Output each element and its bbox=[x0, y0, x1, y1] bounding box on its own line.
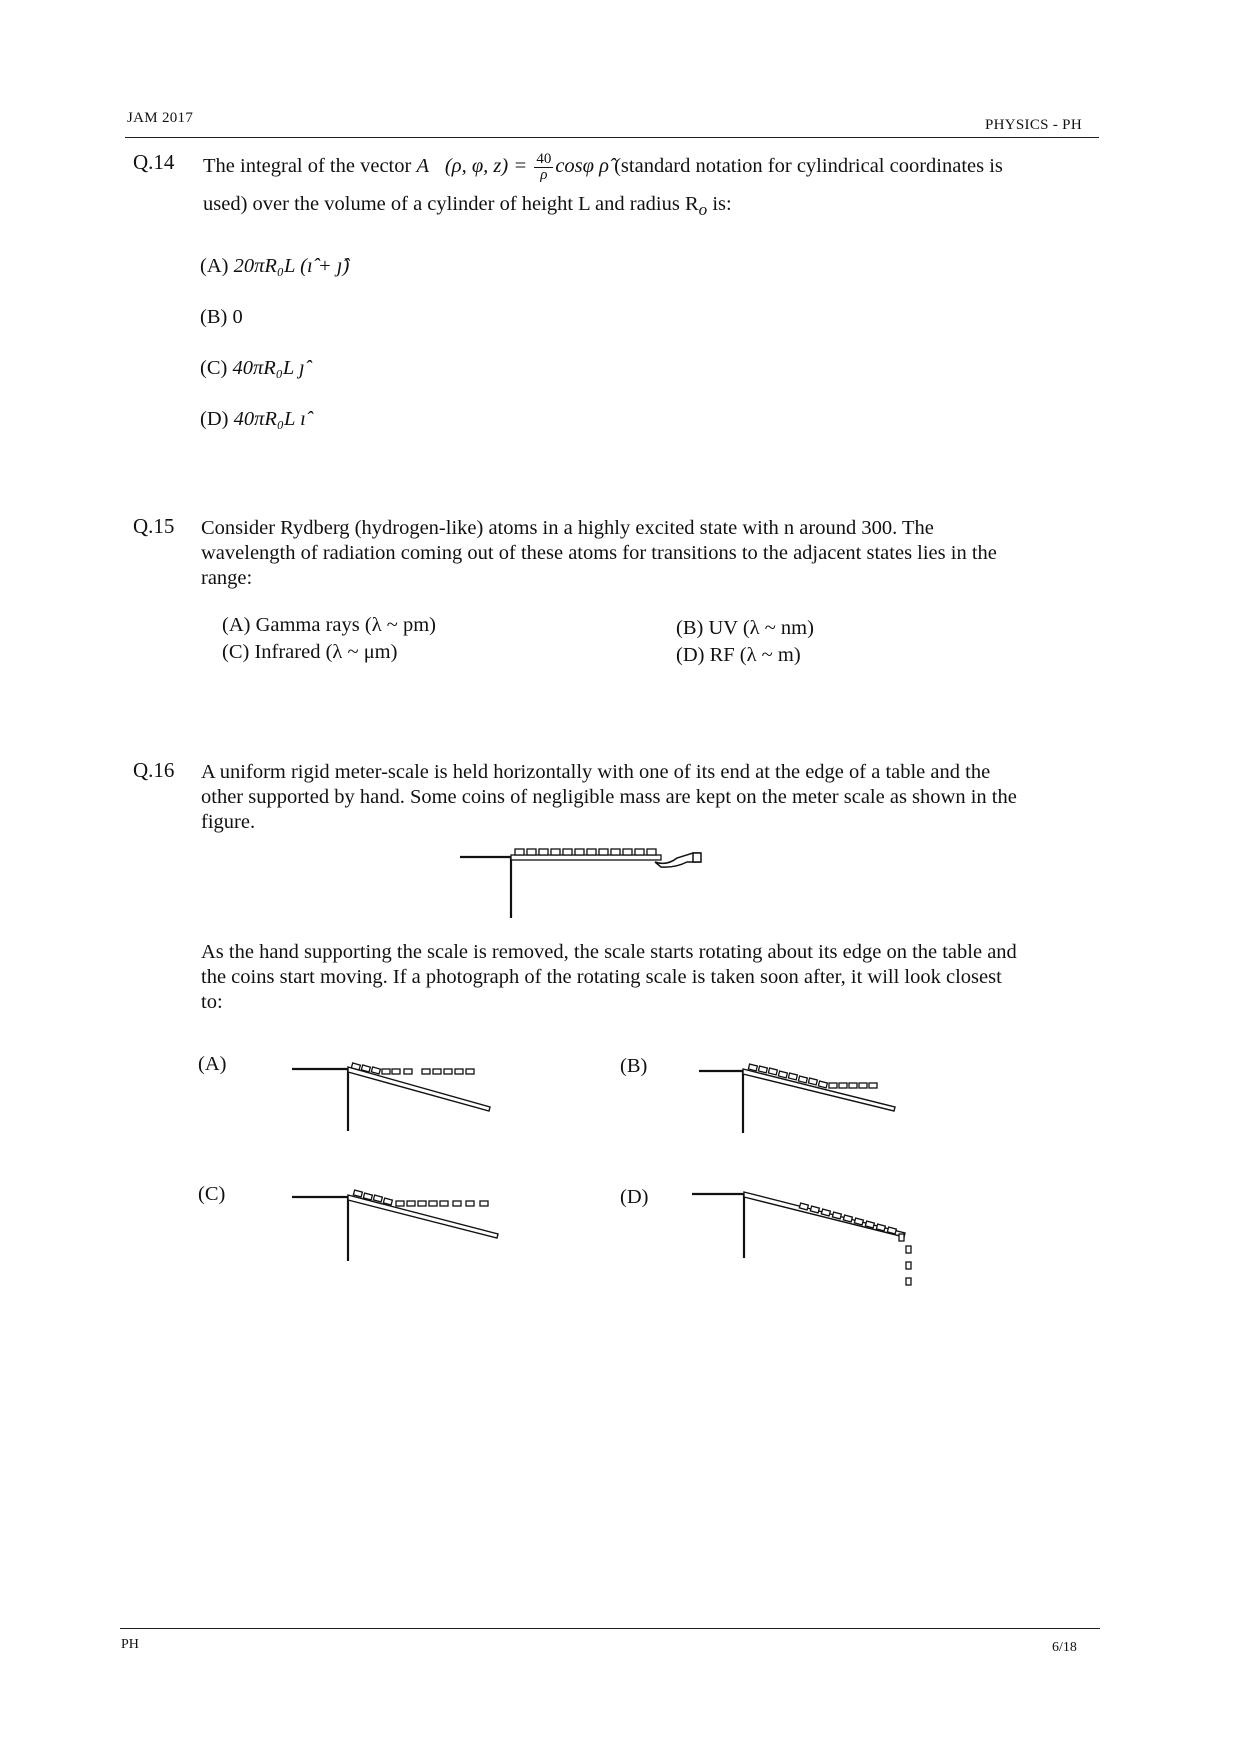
coin bbox=[869, 1083, 877, 1088]
q16-option-b-label[interactable]: (B) bbox=[620, 1055, 648, 1077]
q15-option-a[interactable]: (A) Gamma rays (λ ~ pm) bbox=[222, 614, 437, 636]
coin bbox=[575, 849, 584, 855]
coin bbox=[623, 849, 632, 855]
q16-line2: other supported by hand. Some coins of negligible mass are kept on the meter scale as shown in the bbox=[201, 786, 1017, 808]
q16-setup-figure bbox=[455, 840, 715, 920]
coin bbox=[371, 1067, 380, 1074]
coin bbox=[527, 849, 536, 855]
q16-line3: figure. bbox=[201, 811, 256, 833]
q14-option-d[interactable]: (D) 40πR₀L ı̂ bbox=[200, 408, 306, 430]
coin bbox=[587, 849, 596, 855]
coin bbox=[440, 1201, 448, 1206]
q16-option-d-figure[interactable] bbox=[690, 1182, 950, 1302]
coin bbox=[407, 1201, 415, 1206]
footer-rule bbox=[120, 1628, 1100, 1629]
coin bbox=[455, 1069, 463, 1074]
q15-option-c[interactable]: (C) Infrared (λ ~ μm) bbox=[222, 641, 398, 663]
q14-after-frac: cosφ ρ̂ bbox=[555, 155, 609, 178]
coin bbox=[466, 1069, 474, 1074]
q16-option-a-label[interactable]: (A) bbox=[198, 1053, 227, 1075]
coin bbox=[444, 1069, 452, 1074]
coin bbox=[551, 849, 560, 855]
q14-text-line2: used) over the volume of a cylinder of height L and radius $R_o$ is: bbox=[203, 193, 732, 220]
coin bbox=[515, 849, 524, 855]
q14-option-a[interactable]: (A) 20πR₀L (ı̂ + ȷ̂) bbox=[200, 255, 350, 277]
coin bbox=[647, 849, 656, 855]
q16-option-d-label[interactable]: (D) bbox=[620, 1186, 649, 1208]
coin bbox=[453, 1201, 461, 1206]
header-right: PHYSICS - PH bbox=[985, 117, 1082, 133]
q14-text-b: (standard notation for cylindrical coordinates is bbox=[614, 155, 1003, 178]
q15-option-b[interactable]: (B) UV (λ ~ nm) bbox=[676, 617, 814, 639]
coin bbox=[899, 1234, 904, 1241]
coin bbox=[748, 1064, 757, 1071]
coin bbox=[611, 849, 620, 855]
q16-option-c-figure[interactable] bbox=[290, 1185, 510, 1265]
coin bbox=[353, 1190, 362, 1197]
q14-option-b[interactable]: (B) 0 bbox=[200, 306, 243, 328]
q16-number: Q.16 bbox=[133, 758, 175, 782]
coin bbox=[906, 1262, 911, 1269]
coin bbox=[635, 849, 644, 855]
coin bbox=[906, 1246, 911, 1253]
q15-line2: wavelength of radiation coming out of these atoms for transitions to the adjacent states lies in the bbox=[201, 542, 997, 564]
meter-scale bbox=[743, 1069, 895, 1111]
header-left: JAM 2017 bbox=[127, 110, 194, 126]
header-rule bbox=[125, 137, 1099, 138]
coin bbox=[849, 1083, 857, 1088]
q14-text-line1 bbox=[203, 152, 1003, 183]
coin bbox=[422, 1069, 430, 1074]
coin bbox=[599, 849, 608, 855]
q14-number: Q.14 bbox=[133, 150, 175, 174]
coin bbox=[839, 1083, 847, 1088]
coin bbox=[859, 1083, 867, 1088]
coin bbox=[480, 1201, 488, 1206]
coin bbox=[829, 1083, 837, 1088]
coin bbox=[396, 1201, 404, 1206]
coin bbox=[404, 1069, 412, 1074]
coin bbox=[808, 1078, 817, 1085]
coin-row bbox=[515, 849, 656, 855]
coin bbox=[429, 1201, 437, 1206]
q15-option-d[interactable]: (D) RF (λ ~ m) bbox=[676, 644, 801, 666]
q15-number: Q.15 bbox=[133, 514, 175, 538]
coin bbox=[798, 1076, 807, 1083]
coin bbox=[373, 1195, 382, 1202]
coin bbox=[788, 1073, 797, 1080]
q16-line4: As the hand supporting the scale is removed, the scale starts rotating about its edge on the table and bbox=[201, 941, 1017, 963]
coin bbox=[758, 1066, 767, 1073]
coin bbox=[778, 1071, 787, 1078]
q16-line5: the coins start moving. If a photograph of the rotating scale is taken soon after, it will look closest bbox=[201, 966, 1002, 988]
page-number: 6/18 bbox=[1052, 1640, 1077, 1655]
q14-fraction: $\frac{40}{\rho}$ bbox=[536, 151, 552, 183]
q14-vector: A⃗(ρ, φ, z) = bbox=[416, 155, 528, 178]
coin bbox=[768, 1068, 777, 1075]
q14-option-c[interactable]: (C) 40πR₀L ȷ̂ bbox=[200, 357, 305, 379]
q16-line6: to: bbox=[201, 991, 223, 1013]
coin bbox=[563, 849, 572, 855]
coin bbox=[906, 1278, 911, 1285]
q16-line1: A uniform rigid meter-scale is held horizontally with one of its end at the edge of a table and the bbox=[201, 761, 991, 783]
footer-left: PH bbox=[121, 1637, 139, 1652]
coin bbox=[418, 1201, 426, 1206]
meter-scale bbox=[511, 855, 661, 860]
coin bbox=[382, 1069, 390, 1074]
q16-option-b-figure[interactable] bbox=[697, 1057, 917, 1137]
finger bbox=[693, 853, 701, 862]
coin bbox=[433, 1069, 441, 1074]
q16-option-c-label[interactable]: (C) bbox=[198, 1183, 226, 1205]
coin bbox=[539, 849, 548, 855]
coin bbox=[818, 1081, 827, 1088]
q16-option-a-figure[interactable] bbox=[290, 1055, 510, 1135]
coin-row bbox=[351, 1063, 474, 1074]
q15-line3: range: bbox=[201, 567, 253, 589]
q15-line1: Consider Rydberg (hydrogen-like) atoms in a highly excited state with n around 300. The bbox=[201, 517, 934, 539]
q14-text-a: The integral of the vector bbox=[203, 155, 412, 178]
coin bbox=[392, 1069, 400, 1074]
coin bbox=[466, 1201, 474, 1206]
